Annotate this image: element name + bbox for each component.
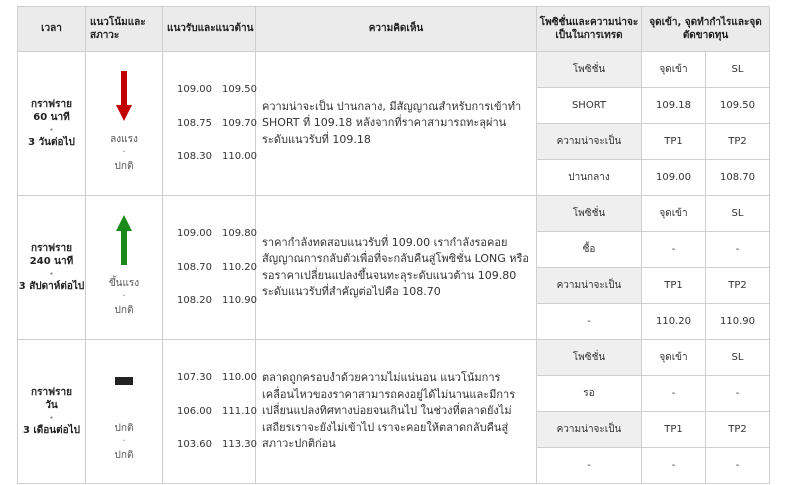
sl-header-cell: SL: [706, 196, 770, 232]
tp2-header-cell: TP2: [706, 124, 770, 160]
timeframe-line-1: กราฟราย: [31, 386, 72, 398]
timeframe-line-1: กราฟราย: [31, 242, 72, 254]
comment-cell: ตลาดถูกครอบงำด้วยความไม่แน่นอน แนวโน้มการเคลื่อนไหวของราคาสามารถคงอยู่ได้ไม่นานและมีการเปลี่ยนแปลงทิศทางบ่อยจนเกินไป ในช่วงที่ตลาดยังไม่เสถียรเราจะยังไม่เข้าไป เราจะคอยให้ตลาดกลับคืนสู่สภาวะปกติก่อน: [256, 340, 537, 484]
probability-value-cell: -: [537, 304, 642, 340]
separator-dot: ·: [49, 412, 54, 424]
timeframe-line-2: 60 นาที: [33, 112, 70, 124]
support-resistance-cell: [163, 52, 256, 196]
entry-value-cell: -: [642, 232, 706, 268]
probability-value-cell: ปานกลาง: [537, 160, 642, 196]
support-level: 108.20: [177, 295, 212, 307]
tp2-value-cell: -: [706, 448, 770, 484]
support-level: 108.30: [177, 151, 212, 163]
resistance-level: 110.90: [222, 295, 257, 307]
timeframe-horizon: 3 เดือนต่อไป: [22, 424, 81, 436]
level-pair: [177, 227, 255, 241]
support-level: 108.70: [177, 261, 212, 273]
resistance-level: 109.50: [222, 84, 257, 96]
resistance-level: 111.10: [222, 405, 257, 417]
resistance-level: 110.00: [222, 372, 257, 384]
level-pair: [177, 150, 255, 164]
tp1-value-cell: -: [642, 448, 706, 484]
trend-strength: ขึ้นแรง: [108, 278, 140, 289]
header-support-resistance: แนวรับและแนวต้าน: [163, 7, 256, 52]
trend-cell: [86, 340, 163, 484]
table-row: [18, 340, 770, 376]
separator-dot: ·: [122, 291, 126, 302]
header-position: โพซิชั่นและความน่าจะเป็นในการเทรด: [537, 7, 642, 52]
tp1-header-cell: TP1: [642, 268, 706, 304]
trend-state: ปกติ: [114, 161, 134, 172]
header-time: เวลา: [18, 7, 86, 52]
timeframe-horizon: 3 สัปดาห์ต่อไป: [18, 280, 85, 292]
level-pair: [177, 438, 255, 452]
probability-header-cell: ความน่าจะเป็น: [537, 268, 642, 304]
table-row: [18, 196, 770, 232]
sl-header-cell: SL: [706, 52, 770, 88]
comment-cell: ราคากำลังทดสอบแนวรับที่ 109.00 เรากำลังรอคอยสัญญาณการกลับตัวเพื่อที่จะกลับคืนสู่โพซิชั่น LONG หรือรอราคาเปลี่ยนแปลงขึ้นจนทะลุระดับแนวต้าน 109.80 ระดับแนวรับที่สำคัญต่อไปคือ 108.70: [256, 196, 537, 340]
position-header-cell: โพซิชั่น: [537, 340, 642, 376]
position-value-cell: SHORT: [537, 88, 642, 124]
trend-cell: [86, 52, 163, 196]
timeframe-line-1: กราฟราย: [31, 98, 72, 110]
resistance-level: 113.30: [222, 439, 257, 451]
separator-dot: ·: [122, 147, 126, 158]
sl-value-cell: -: [706, 232, 770, 268]
entry-header-cell: จุดเข้า: [642, 196, 706, 232]
forecast-table: [17, 6, 770, 484]
table-header-row: [18, 7, 770, 52]
position-header-cell: โพซิชั่น: [537, 196, 642, 232]
timeframe-cell: [18, 340, 86, 484]
trend-strength: ปกติ: [114, 423, 134, 434]
support-resistance-cell: [163, 196, 256, 340]
header-comment: ความคิดเห็น: [256, 7, 537, 52]
entry-value-cell: -: [642, 376, 706, 412]
probability-header-cell: ความน่าจะเป็น: [537, 124, 642, 160]
header-entry-targets: จุดเข้า, จุดทำกำไรและจุดตัดขาดทุน: [642, 7, 770, 52]
support-resistance-cell: [163, 340, 256, 484]
separator-dot: ·: [122, 436, 126, 447]
support-level: 108.75: [177, 117, 212, 129]
tp1-value-cell: 110.20: [642, 304, 706, 340]
level-pair: [177, 371, 255, 385]
support-level: 103.60: [177, 439, 212, 451]
support-level: 107.30: [177, 372, 212, 384]
tp1-header-cell: TP1: [642, 412, 706, 448]
tp1-header-cell: TP1: [642, 124, 706, 160]
entry-header-cell: จุดเข้า: [642, 52, 706, 88]
arrow-down-icon: [86, 69, 162, 123]
timeframe-line-2: วัน: [45, 400, 58, 412]
level-pair: [177, 261, 255, 275]
header-trend: แนวโน้มและสภาวะ: [86, 7, 163, 52]
entry-value-cell: 109.18: [642, 88, 706, 124]
trend-state: ปกติ: [114, 305, 134, 316]
resistance-level: 110.20: [222, 261, 257, 273]
tp2-header-cell: TP2: [706, 268, 770, 304]
timeframe-line-2: 240 นาที: [29, 256, 74, 268]
separator-dot: ·: [49, 124, 54, 136]
flat-dash-icon: [86, 368, 162, 394]
resistance-level: 109.70: [222, 117, 257, 129]
support-level: 109.00: [177, 228, 212, 240]
trend-state: ปกติ: [114, 450, 134, 461]
sl-value-cell: 109.50: [706, 88, 770, 124]
resistance-level: 110.00: [222, 151, 257, 163]
tp2-value-cell: 108.70: [706, 160, 770, 196]
probability-value-cell: -: [537, 448, 642, 484]
tp1-value-cell: 109.00: [642, 160, 706, 196]
arrow-up-icon: [86, 213, 162, 267]
support-level: 106.00: [177, 405, 212, 417]
level-pair: [177, 294, 255, 308]
tp2-header-cell: TP2: [706, 412, 770, 448]
sl-header-cell: SL: [706, 340, 770, 376]
trend-strength: ลงแรง: [110, 134, 138, 145]
position-value-cell: รอ: [537, 376, 642, 412]
timeframe-horizon: 3 วันต่อไป: [28, 136, 75, 148]
separator-dot: ·: [49, 268, 54, 280]
trend-cell: [86, 196, 163, 340]
timeframe-cell: [18, 52, 86, 196]
comment-cell: ความน่าจะเป็น ปานกลาง, มีสัญญาณสำหรับการเข้าทำ SHORT ที่ 109.18 หลังจากที่ราคาสามารถทะลุผ่านระดับแนวรับที่ 109.18: [256, 52, 537, 196]
level-pair: [177, 117, 255, 131]
tp2-value-cell: 110.90: [706, 304, 770, 340]
level-pair: [177, 405, 255, 419]
sl-value-cell: -: [706, 376, 770, 412]
resistance-level: 109.80: [222, 228, 257, 240]
table-row: [18, 52, 770, 88]
probability-header-cell: ความน่าจะเป็น: [537, 412, 642, 448]
entry-header-cell: จุดเข้า: [642, 340, 706, 376]
position-header-cell: โพซิชั่น: [537, 52, 642, 88]
position-value-cell: ซื้อ: [537, 232, 642, 268]
support-level: 109.00: [177, 84, 212, 96]
level-pair: [177, 83, 255, 97]
timeframe-cell: [18, 196, 86, 340]
